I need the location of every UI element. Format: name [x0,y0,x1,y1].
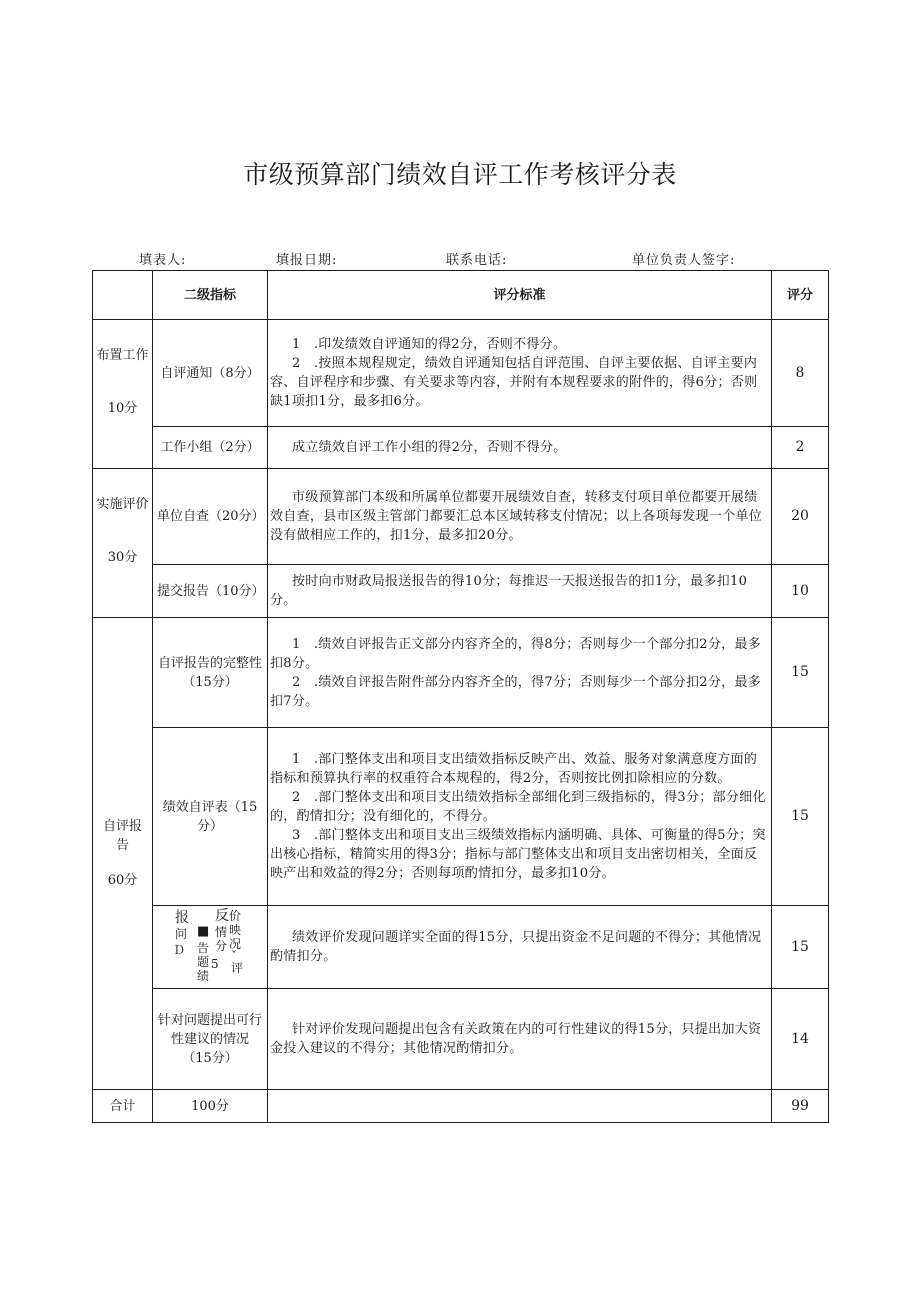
category-cell [93,320,153,469]
table-row [93,989,829,1090]
indicator-fragment: 分 [215,939,228,953]
score-cell: 15 [772,618,829,728]
criteria-cell [268,906,772,989]
table-row [93,906,829,989]
indicator-cell: 自评报告的完整性（15分） [153,618,268,728]
table-row [93,469,829,565]
category-cell [93,618,153,1090]
criteria-item: 按时向市财政局报送报告的得10分；每推迟一天报送报告的扣1分，最多扣10分。 [270,574,748,608]
indicator-fragment: ˇ [231,949,237,963]
table-row [93,728,829,906]
table-row [93,427,829,469]
criteria-cell [268,728,772,906]
table-row [93,320,829,427]
score-cell: 15 [772,906,829,989]
criteria-item: 市级预算部门本级和所属单位都要开展绩效自查，转移支付项目单位都要开展绩效自查，县市区级主管部门都要汇总本区域转移支付情况；以上各项每发现一个单位没有做相应工作的，扣1分，最多扣20分。 [270,490,763,543]
header-level2: 二级指标 [153,271,268,320]
total-score: 99 [772,1090,829,1123]
category-points: 30分 [107,550,138,565]
criteria-item: 3 .部门整体支出和项目支出三级绩效指标内涵明确、具体、可衡量的得5分；突出核心指标，精简实用的得3分；指标与部门整体支出和项目支出密切相关，全面反映产出和效益的得2分；否则每项酌情扣分，最多扣10分。 [270,828,766,881]
criteria-item: 1 .绩效自评报告正文部分内容齐全的，得8分；否则每少一个部分扣2分，最多扣8分。 [270,636,762,671]
indicator-fragment: ■ [197,924,210,939]
criteria-item: 2 .部门整体支出和项目支出绩效指标全部细化到三级指标的，得3分；部分细化的，酌情扣分；没有细化的，不得分。 [270,790,766,824]
header-score: 评分 [772,271,829,320]
indicator-fragment: 况 [229,937,242,951]
phone-label: 联系电话: [446,253,508,268]
criteria-item: 2 .按照本规程规定，绩效自评通知包括自评范围、自评主要依据、自评主要内容、自评程序和步骤、有关要求等内容，并附有本规程要求的附件的，得6分；否则缺1项扣1分，最多扣6分。 [270,356,758,409]
criteria-cell [268,618,772,728]
total-criteria [268,1090,772,1123]
criteria-item: 绩效评价发现问题详实全面的得15分，只提出资金不足问题的不得分；其他情况酌情扣分。 [270,930,762,964]
category-name: 实施评价 [96,497,149,512]
indicator-cell: 单位自查（20分） [153,469,268,565]
category-name: 自评报告 [102,819,142,853]
indicator-cell-garbled [153,906,268,989]
header-criteria: 评分标准 [268,271,772,320]
indicator-cell: 绩效自评表（15分） [153,728,268,906]
garbled-indicator-text [153,907,267,987]
indicator-cell: 自评通知（8分） [153,320,268,427]
criteria-item: 成立绩效自评工作小组的得2分，否则不得分。 [292,440,567,455]
indicator-fragment: 问 [175,927,188,941]
score-cell: 8 [772,320,829,427]
score-cell: 14 [772,989,829,1090]
indicator-cell: 针对问题提出可行性建议的情况（15分） [153,989,268,1090]
table-header [93,271,829,320]
criteria-cell [268,427,772,469]
category-cell [93,469,153,618]
criteria-item: 2 .绩效自评报告附件部分内容齐全的，得7分；否则每少一个部分扣2分，最多扣7分。 [270,674,762,709]
scoring-table [92,270,829,1123]
indicator-fragment: 映 [229,923,242,937]
table-row [93,565,829,618]
indicator-fragment: 情 [215,925,228,939]
category-points: 10分 [107,401,138,416]
criteria-cell [268,565,772,618]
category-name: 布置工作 [96,348,149,363]
page-title: 市级预算部门绩效自评工作考核评分表 [243,160,677,189]
indicator-fragment: 绩 [197,969,210,983]
criteria-cell [268,989,772,1090]
criteria-cell [268,320,772,427]
indicator-fragment: 报 [175,910,189,926]
signature-label: 单位负责人签字: [632,253,736,268]
score-cell: 2 [772,427,829,469]
indicator-fragment: Ｄ [173,943,186,957]
score-cell: 20 [772,469,829,565]
indicator-fragment: 5 [211,957,219,971]
category-points: 60分 [107,873,138,888]
indicator-fragment: 题 [197,955,210,969]
total-row [93,1090,829,1123]
score-cell: 15 [772,728,829,906]
indicator-cell: 提交报告（10分） [153,565,268,618]
indicator-fragment: 反 [215,908,229,924]
indicator-fragment: 价 [229,909,242,923]
criteria-cell [268,469,772,565]
score-cell: 10 [772,565,829,618]
total-points: 100分 [153,1090,268,1123]
criteria-item: 1 .部门整体支出和项目支出绩效指标反映产出、效益、服务对象满意度方面的指标和预算执行率的权重符合本规程的，得2分，否则按比例扣除相应的分数。 [270,752,758,786]
criteria-item: 1 .印发绩效自评通知的得2分，否则不得分。 [292,337,567,352]
total-label: 合计 [93,1090,153,1123]
table-row [93,618,829,728]
filler-label: 填表人: [139,253,187,268]
indicator-cell: 工作小组（2分） [153,427,268,469]
header-level1 [93,271,153,320]
indicator-fragment: 告 [197,941,210,955]
indicator-fragment: 评 [231,961,244,975]
fill-date-label: 填报日期: [276,253,338,268]
criteria-item: 针对评价发现问题提出包含有关政策在内的可行性建议的得15分，只提出加大资金投入建议的不得分；其他情况酌情扣分。 [270,1022,762,1056]
